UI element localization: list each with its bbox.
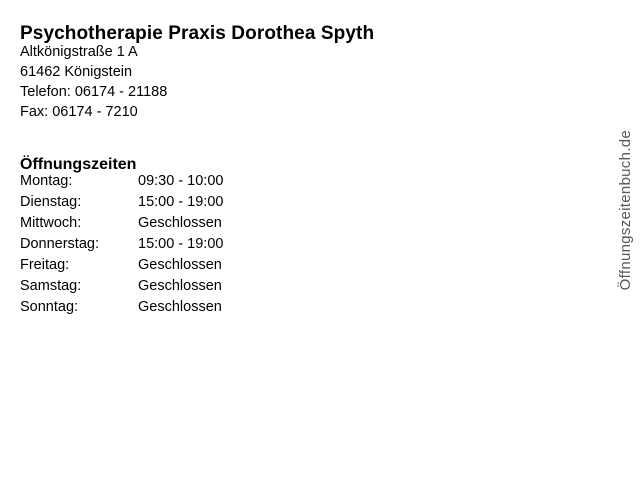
day-label: Montag: bbox=[20, 173, 73, 189]
day-label: Donnerstag: bbox=[20, 236, 99, 252]
address-line-city: 61462 Königstein bbox=[20, 64, 133, 80]
address-line-street: Altkönigstraße 1 A bbox=[20, 44, 138, 60]
day-hours: Geschlossen bbox=[138, 278, 222, 294]
opening-hours-table bbox=[20, 173, 298, 320]
address-line-fax: Fax: 06174 - 7210 bbox=[20, 104, 138, 120]
day-label: Dienstag: bbox=[20, 194, 82, 210]
table-row bbox=[20, 215, 298, 236]
day-hours: Geschlossen bbox=[138, 215, 222, 231]
table-row bbox=[20, 173, 298, 194]
day-hours: 15:00 - 19:00 bbox=[138, 236, 224, 252]
table-row bbox=[20, 257, 298, 278]
opening-hours-heading: Öffnungszeiten bbox=[20, 156, 137, 174]
table-row bbox=[20, 236, 298, 257]
day-hours: 09:30 - 10:00 bbox=[138, 173, 224, 189]
table-row bbox=[20, 278, 298, 299]
day-hours: 15:00 - 19:00 bbox=[138, 194, 224, 210]
watermark-text: Öffnungszeitenbuch.de bbox=[617, 130, 634, 291]
day-label: Sonntag: bbox=[20, 299, 79, 315]
address-block bbox=[20, 42, 167, 122]
table-row bbox=[20, 299, 298, 320]
day-hours: Geschlossen bbox=[138, 299, 222, 315]
day-label: Freitag: bbox=[20, 257, 70, 273]
day-label: Mittwoch: bbox=[20, 215, 82, 231]
day-label: Samstag: bbox=[20, 278, 82, 294]
day-hours: Geschlossen bbox=[138, 257, 222, 273]
address-line-phone: Telefon: 06174 - 21188 bbox=[20, 84, 168, 100]
page-title: Psychotherapie Praxis Dorothea Spyth bbox=[20, 22, 375, 44]
table-row bbox=[20, 194, 298, 215]
